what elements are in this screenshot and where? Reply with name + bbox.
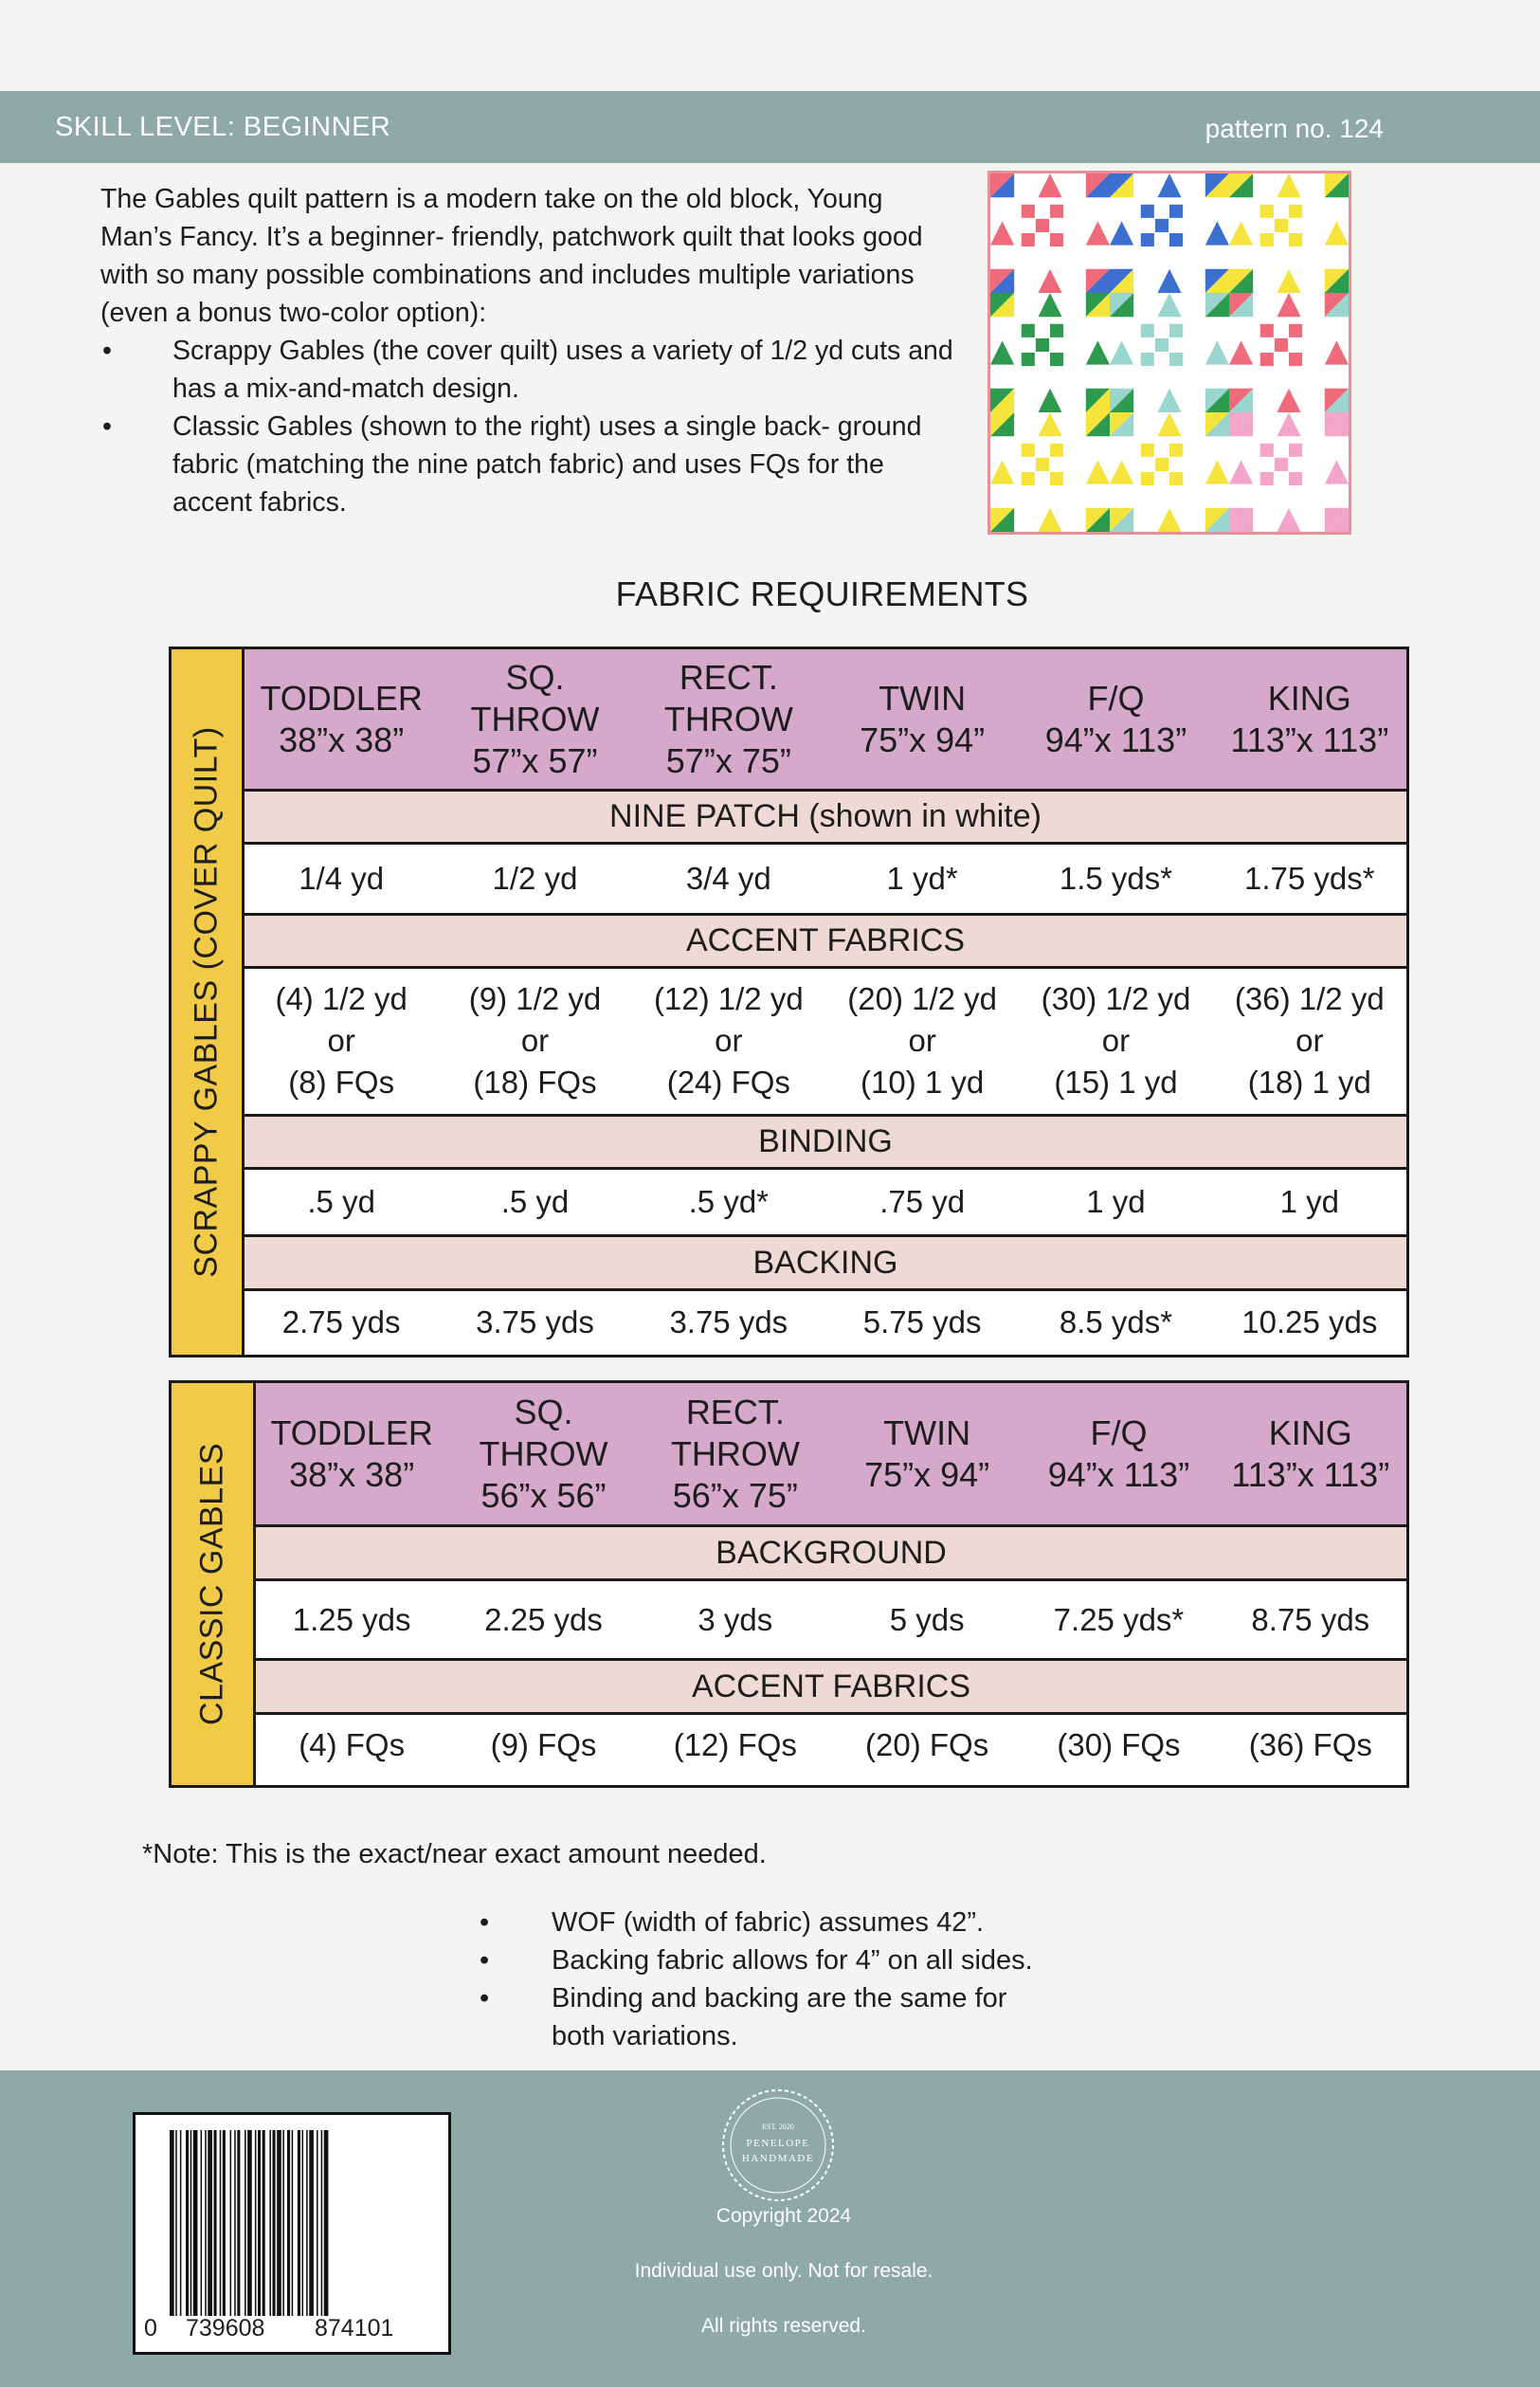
size-name: TODDLER <box>260 678 423 718</box>
value-cell <box>632 1170 825 1234</box>
size-dimensions: 56”x 75” <box>672 1475 798 1515</box>
intro-bullet: • Scrappy Gables (the cover quilt) uses a variety of 1/2 yd cuts and has a mix-and-match design. <box>100 332 953 408</box>
size-name: THROW <box>663 699 793 738</box>
value-cell <box>1213 969 1406 1114</box>
size-name: F/Q <box>1090 1412 1148 1452</box>
value-line: or <box>520 1023 550 1059</box>
classic-side-label: CLASSIC GABLES <box>172 1383 256 1785</box>
size-header-cell <box>825 649 1019 789</box>
intro-paragraph: The Gables quilt pattern is a modern take on the old block, Young Man’s Fancy. It’s a beginner- friendly, patchwork quilt that looks good with so many possible combinations and includes multiple variations (even a bonus two-color option): <box>100 184 923 328</box>
barcode-digit-left: 0 <box>144 2315 157 2341</box>
value-line: (24) FQs <box>666 1065 790 1101</box>
value-line: (4) FQs <box>299 1726 406 1762</box>
fabric-requirements-heading: FABRIC REQUIREMENTS <box>615 574 1029 613</box>
notes-item: • WOF (width of fabric) assumes 42”. <box>480 1904 1033 1941</box>
value-cell <box>1213 1291 1406 1355</box>
intro-bullet: • Classic Gables (shown to the right) uses a single back- ground fabric (matching the nine patch fabric) and uses FQs for the accent fabrics. <box>100 408 953 521</box>
barcode-group-2: 874101 <box>315 2315 394 2341</box>
size-header-row <box>245 649 1406 792</box>
size-header-cell <box>245 649 438 789</box>
value-line: (10) 1 yd <box>861 1065 985 1101</box>
value-line: 7.25 yds* <box>1053 1601 1185 1637</box>
value-line: (9) FQs <box>490 1726 597 1762</box>
size-name: TWIN <box>879 678 967 718</box>
value-line: (30) FQs <box>1057 1726 1181 1762</box>
value-cell <box>438 845 631 912</box>
value-line: (36) FQs <box>1248 1726 1372 1762</box>
size-dimensions: 38”x 38” <box>289 1454 415 1494</box>
svg-text:HANDMADE: HANDMADE <box>741 2153 815 2164</box>
value-cell <box>256 1581 447 1658</box>
size-header-cell <box>640 1383 831 1524</box>
value-line: or <box>908 1023 936 1059</box>
value-line: 3 yds <box>698 1601 773 1637</box>
value-cell <box>1023 1715 1214 1775</box>
size-dimensions: 113”x 113” <box>1231 1454 1390 1494</box>
value-cell <box>632 845 825 912</box>
value-cell <box>245 1291 438 1355</box>
value-cell <box>245 1170 438 1234</box>
size-dimensions: 56”x 56” <box>480 1475 607 1515</box>
intro <box>100 180 953 521</box>
value-line: (8) FQs <box>288 1065 395 1101</box>
value-line: .5 yd <box>500 1184 570 1220</box>
size-name: THROW <box>470 699 600 738</box>
size-dimensions: 94”x 113” <box>1047 1454 1190 1494</box>
value-line: (12) FQs <box>673 1726 797 1762</box>
values-row <box>245 845 1406 915</box>
svg-text:EST. 2020: EST. 2020 <box>762 2123 794 2131</box>
size-name: RECT. <box>685 1392 785 1431</box>
value-line: 5.75 yds <box>862 1304 982 1340</box>
value-line: (36) 1/2 yd <box>1234 981 1385 1017</box>
value-line: or <box>715 1023 743 1059</box>
values-row <box>245 969 1406 1117</box>
use-notice: Individual use only. Not for resale. <box>634 2260 933 2282</box>
notes-item: • Backing fabric allows for 4” on all sides. <box>480 1941 1033 1979</box>
size-header-cell <box>1215 1383 1406 1524</box>
value-cell <box>640 1715 831 1775</box>
value-cell <box>1215 1581 1406 1658</box>
size-name: THROW <box>479 1433 608 1473</box>
size-header-cell <box>1213 649 1406 789</box>
size-name: SQ. <box>505 657 565 697</box>
value-cell <box>1023 1581 1214 1658</box>
value-cell <box>447 1581 639 1658</box>
size-header-cell <box>1023 1383 1214 1524</box>
value-line: 8.75 yds <box>1251 1601 1370 1637</box>
size-name: KING <box>1267 678 1351 718</box>
value-line: .5 yd* <box>688 1184 770 1220</box>
value-cell <box>825 1170 1019 1234</box>
intro-bullets <box>100 332 953 521</box>
note-text: *Note: This is the exact/near exact amount needed. <box>142 1839 767 1869</box>
value-cell <box>1213 845 1406 912</box>
value-line: (30) 1/2 yd <box>1041 981 1191 1017</box>
size-dimensions: 38”x 38” <box>279 720 405 759</box>
value-line: 3/4 yd <box>685 861 771 897</box>
size-header-cell <box>831 1383 1023 1524</box>
barcode-group-1: 739608 <box>186 2315 265 2341</box>
value-cell <box>1019 1291 1212 1355</box>
skill-level: SKILL LEVEL: BEGINNER <box>55 112 391 142</box>
value-cell <box>831 1581 1023 1658</box>
bullet-icon: • <box>480 1907 490 1938</box>
value-line: (20) 1/2 yd <box>847 981 998 1017</box>
value-cell <box>1019 845 1212 912</box>
value-line: 1/4 yd <box>299 861 385 897</box>
value-line: (4) 1/2 yd <box>275 981 408 1017</box>
size-header-cell <box>438 649 631 789</box>
value-cell <box>1019 969 1212 1114</box>
size-dimensions: 113”x 113” <box>1230 720 1389 759</box>
size-header-row <box>256 1383 1406 1527</box>
bullet-icon: • <box>102 336 112 366</box>
section-label-row: BINDING <box>245 1117 1406 1170</box>
penelope-handmade-logo <box>716 2084 840 2207</box>
value-cell <box>1215 1715 1406 1775</box>
value-line: 2.75 yds <box>281 1304 401 1340</box>
value-line: .5 yd <box>307 1184 375 1220</box>
value-cell <box>825 845 1019 912</box>
size-name: RECT. <box>679 657 778 697</box>
scrappy-gables-table <box>169 647 1409 1357</box>
value-line: or <box>1295 1023 1324 1059</box>
value-cell <box>1019 1170 1212 1234</box>
value-cell <box>825 969 1019 1114</box>
value-line: or <box>1101 1023 1131 1059</box>
value-cell <box>245 845 438 912</box>
quilt-thumbnail-image <box>987 171 1351 535</box>
value-line: (18) FQs <box>473 1065 597 1101</box>
value-line: 3.75 yds <box>476 1304 594 1340</box>
value-line: (9) 1/2 yd <box>468 981 602 1017</box>
values-row <box>256 1715 1406 1775</box>
value-cell <box>438 1291 631 1355</box>
value-cell <box>256 1715 447 1775</box>
value-cell <box>640 1581 831 1658</box>
value-line: 1 yd* <box>886 861 958 897</box>
value-line: 10.25 yds <box>1241 1304 1378 1340</box>
size-name: F/Q <box>1087 678 1145 718</box>
section-label-row: ACCENT FABRICS <box>256 1661 1406 1715</box>
scrappy-grid <box>245 649 1406 1355</box>
size-name: TWIN <box>883 1412 971 1452</box>
notes-list <box>480 1904 1033 2055</box>
value-cell <box>831 1715 1023 1775</box>
size-name: THROW <box>670 1433 800 1473</box>
value-line: 3.75 yds <box>669 1304 788 1340</box>
value-line: 8.5 yds* <box>1059 1304 1173 1340</box>
size-name: TODDLER <box>270 1412 433 1452</box>
copyright: Copyright 2024 <box>716 2205 852 2227</box>
value-cell <box>438 969 631 1114</box>
value-line: 1.75 yds* <box>1244 861 1375 897</box>
size-header-cell <box>1019 649 1212 789</box>
values-row <box>245 1291 1406 1355</box>
classic-gables-table <box>169 1380 1409 1788</box>
value-line: (20) FQs <box>865 1726 989 1762</box>
svg-text:PENELOPE: PENELOPE <box>746 2138 810 2149</box>
value-line: 1.25 yds <box>292 1601 411 1637</box>
value-line: (12) 1/2 yd <box>653 981 804 1017</box>
value-line: 5 yds <box>889 1601 965 1637</box>
section-label-row: BACKGROUND <box>256 1527 1406 1581</box>
size-dimensions: 57”x 75” <box>665 740 791 780</box>
rights-notice: All rights reserved. <box>701 2315 866 2337</box>
value-cell <box>245 969 438 1114</box>
value-line: or <box>327 1023 355 1059</box>
value-cell <box>632 1291 825 1355</box>
value-cell <box>447 1715 639 1775</box>
section-label-row: ACCENT FABRICS <box>245 916 1406 969</box>
size-header-cell <box>447 1383 639 1524</box>
scrappy-side-label: SCRAPPY GABLES (COVER QUILT) <box>172 649 245 1355</box>
size-header-cell <box>256 1383 447 1524</box>
value-line: (18) 1 yd <box>1247 1065 1371 1101</box>
pattern-number: pattern no. 124 <box>1205 114 1384 143</box>
size-header-cell <box>632 649 825 789</box>
notes-item: both variations. <box>552 2021 738 2051</box>
section-label-row: NINE PATCH (shown in white) <box>245 792 1406 845</box>
section-label-row: BACKING <box>245 1237 1406 1290</box>
values-row <box>256 1581 1406 1661</box>
value-cell <box>1213 1170 1406 1234</box>
size-dimensions: 75”x 94” <box>864 1454 990 1494</box>
value-line: (15) 1 yd <box>1054 1065 1178 1101</box>
notes-item: • Binding and backing are the same for <box>480 1979 1033 2017</box>
size-name: SQ. <box>514 1392 573 1431</box>
size-dimensions: 75”x 94” <box>860 720 986 759</box>
value-line: 2.25 yds <box>484 1601 603 1637</box>
bullet-icon: • <box>480 1983 490 2013</box>
value-line: 1 yd <box>1086 1184 1146 1220</box>
value-cell <box>825 1291 1019 1355</box>
classic-grid <box>256 1383 1406 1785</box>
size-dimensions: 57”x 57” <box>472 740 598 780</box>
value-line: 1/2 yd <box>492 861 578 897</box>
values-row <box>245 1170 1406 1237</box>
value-line: 1 yd <box>1279 1184 1339 1220</box>
value-line: .75 yd <box>879 1184 966 1220</box>
value-line: 1.5 yds* <box>1059 861 1173 897</box>
bullet-icon: • <box>480 1945 490 1976</box>
bullet-icon: • <box>102 411 112 442</box>
size-dimensions: 94”x 113” <box>1044 720 1187 759</box>
value-cell <box>438 1170 631 1234</box>
size-name: KING <box>1268 1412 1352 1452</box>
value-cell <box>632 969 825 1114</box>
